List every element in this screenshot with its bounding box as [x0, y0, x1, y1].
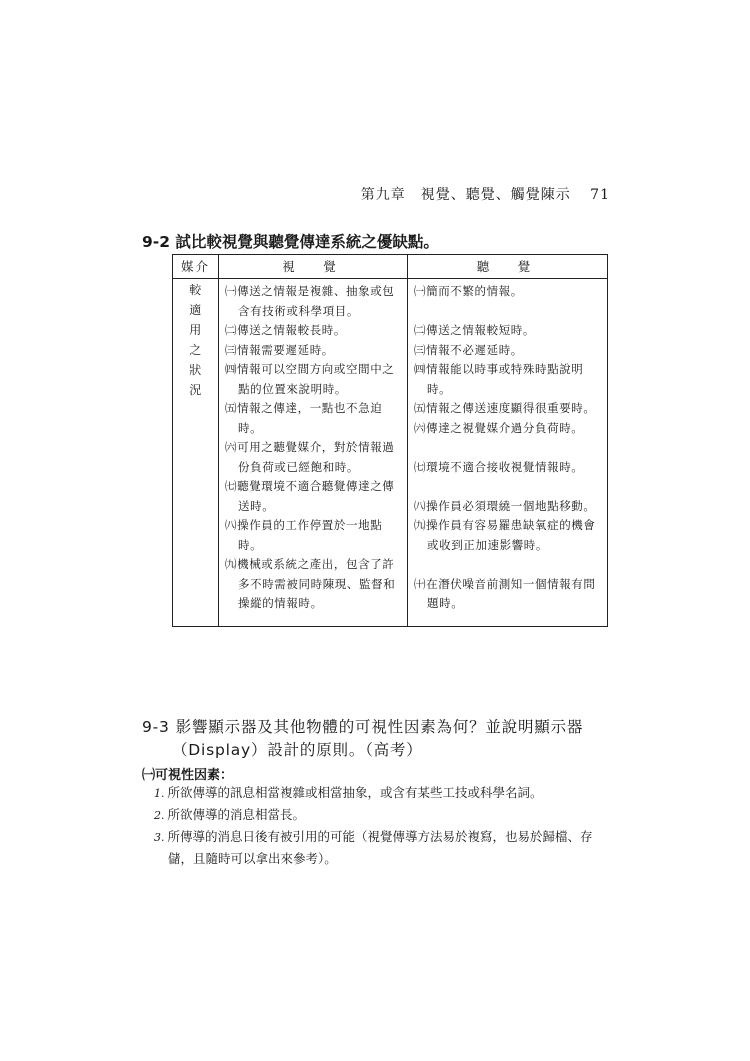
running-header	[361, 184, 610, 204]
question-title-line2: （Display）設計的原則。（高考）	[172, 741, 423, 759]
spacer	[414, 555, 601, 575]
table-row	[173, 279, 608, 627]
visual-column	[219, 279, 408, 627]
item-number: 1.	[154, 787, 165, 800]
visual-item: ㈥可用之聽覺媒介，對於情報過份負荷或已經飽和時。	[225, 440, 395, 474]
row-label-char: 適	[189, 303, 202, 317]
row-label-char: 用	[189, 323, 202, 337]
row-label-char: 之	[189, 343, 202, 357]
row-label-suitable-conditions	[173, 279, 219, 627]
spacer	[414, 438, 601, 458]
header-media: 媒介	[173, 255, 219, 279]
visual-item: ㈠傳送之情報是複雜、抽象或包含有技術或科學項目。	[225, 284, 395, 318]
header-audio: 聽 覺	[408, 255, 608, 279]
spacer	[414, 477, 601, 497]
audio-item: ㈣情報能以時事或特殊時點說明時。	[414, 362, 584, 396]
header-visual: 視 覺	[219, 255, 408, 279]
list-item	[154, 782, 610, 804]
row-label-char: 況	[189, 383, 202, 397]
item-text: 所欲傳導的訊息相當複雜或相當抽象，或含有某些工技或科學名詞。	[167, 785, 543, 800]
audio-item: ㈦環境不適合接收視覺情報時。	[414, 459, 584, 474]
question-9-3	[142, 716, 622, 762]
question-9-3-line1	[142, 716, 622, 739]
row-label-char: 較	[189, 283, 202, 297]
page-number: 71	[590, 187, 610, 203]
audio-item: ㈡傳送之情報較短時。	[414, 323, 535, 337]
section-subheading: ㈠可視性因素：	[142, 768, 234, 783]
list-item	[154, 804, 610, 826]
visual-item: ㈡傳送之情報較長時。	[225, 323, 346, 337]
item-text: 所欲傳導的消息相當長。	[167, 807, 306, 822]
audio-item: ㈥傳達之視覺媒介過分負荷時。	[414, 420, 584, 435]
list-item	[154, 826, 610, 869]
question-title: 影響顯示器及其他物體的可視性因素為何？並說明顯示器	[175, 718, 584, 736]
spacer	[414, 302, 601, 322]
item-number: 3.	[154, 831, 165, 844]
audio-item: ㈨操作員有容易羅患缺氧症的機會或收到正加速影響時。	[414, 518, 596, 552]
item-number: 2.	[154, 809, 165, 822]
question-number: 9-3	[142, 718, 170, 736]
table-header-row	[173, 255, 608, 279]
item-text: 所傳導的消息日後有被引用的可能（視覺傳導方法易於複寫，也易於歸檔、存儲，且隨時可以拿出來參考）。	[167, 829, 593, 866]
visibility-factors-list	[154, 782, 610, 869]
comparison-table	[172, 254, 608, 627]
question-9-2-title: 9-2 試比較視覺與聽覺傳達系統之優缺點。	[142, 233, 439, 251]
chapter-title: 第九章 視覺、聽覺、觸覺陳示	[360, 187, 571, 203]
row-label-char: 狀	[189, 363, 202, 377]
audio-item: ㈩在潛伏噪音前測知一個情報有問題時。	[414, 576, 596, 610]
visual-item: ㈢情報需要遲延時。	[225, 342, 334, 357]
visual-item: ㈧操作員的工作停置於一地點時。	[225, 518, 383, 552]
visual-item: ㈣情報可以空間方向或空間中之點的位置來說明時。	[225, 362, 395, 396]
audio-item: ㈧操作員必須環繞一個地點移動。	[414, 498, 596, 513]
audio-item: ㈠簡而不繁的情報。	[414, 284, 523, 298]
audio-column	[408, 279, 608, 627]
audio-item: ㈤情報之傳送速度顯得很重要時。	[414, 401, 596, 415]
visual-item: ㈦聽覺環境不適合聽覺傳達之傳送時。	[225, 479, 395, 513]
visual-item: ㈨機械或系統之產出，包含了許多不時需被同時陳現、監督和操縱的情報時。	[225, 557, 396, 610]
visual-item: ㈤情報之傳達，一點也不急迫時。	[225, 401, 383, 435]
audio-item: ㈢情報不必遲延時。	[414, 342, 523, 357]
